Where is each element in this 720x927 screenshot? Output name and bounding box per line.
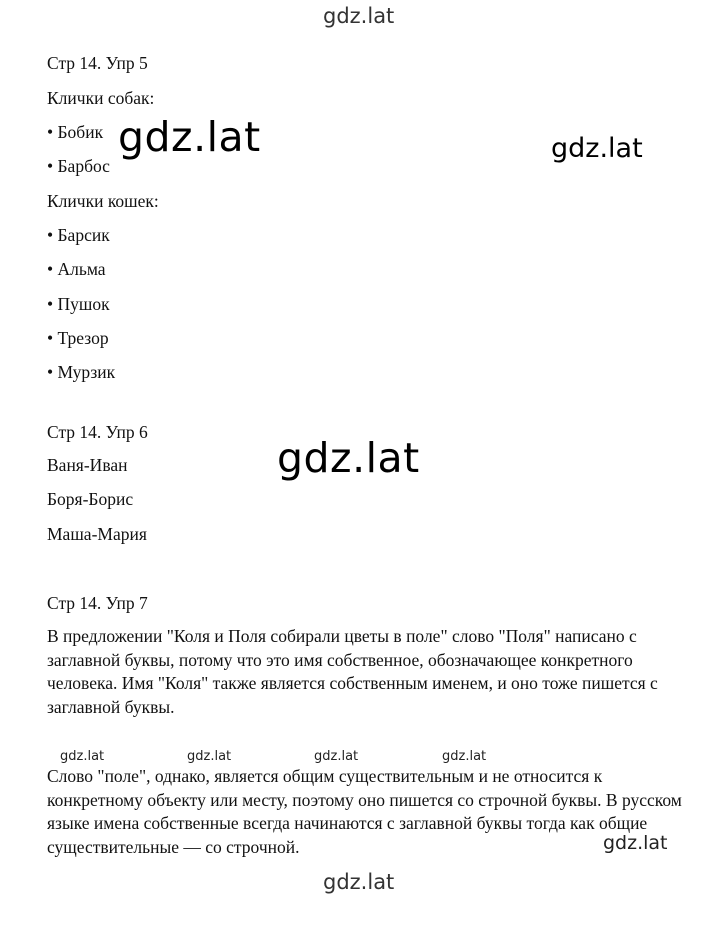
exercise6-heading: Стр 14. Упр 6: [47, 422, 148, 442]
watermark-right: gdz.lat: [551, 133, 643, 164]
watermark-bottom-right: gdz.lat: [603, 832, 668, 854]
cats-label: Клички кошек:: [47, 191, 159, 211]
exercise5-heading: Стр 14. Упр 5: [47, 53, 148, 73]
watermark-small-4: gdz.lat: [442, 749, 487, 764]
exercise7-heading: Стр 14. Упр 7: [47, 593, 148, 613]
cat-item: • Альма: [47, 259, 106, 279]
watermark-top: gdz.lat: [323, 4, 395, 28]
watermark-small-3: gdz.lat: [314, 749, 359, 764]
exercise7-paragraph-2: Слово "поле", однако, является общим существительным и не относится к конкретному объекту или месту, поэтому оно пишется со строчной буквы. В русском языке имена собственные всегда начинаются с заглавной буквы тогда как общие существительные — со строчной.: [47, 766, 682, 857]
cat-item: • Трезор: [47, 328, 109, 348]
watermark-large-2: gdz.lat: [277, 434, 420, 482]
cat-item: • Пушок: [47, 294, 110, 314]
watermark-bottom: gdz.lat: [323, 870, 395, 894]
name-pair: Ваня-Иван: [47, 455, 128, 475]
watermark-small-2: gdz.lat: [187, 749, 232, 764]
dogs-label: Клички собак:: [47, 88, 155, 108]
cat-item: • Мурзик: [47, 362, 116, 382]
dog-item: • Барбос: [47, 156, 110, 176]
name-pair: Маша-Мария: [47, 524, 147, 544]
watermark-large-1: gdz.lat: [118, 113, 261, 161]
cat-item: • Барсик: [47, 225, 110, 245]
exercise7-paragraph-1: В предложении "Коля и Поля собирали цветы в поле" слово "Поля" написано с заглавной буквы, потому что это имя собственное, обозначающее конкретного человека. Имя "Коля" также является собственным именем, и оно тоже пишется с заглавной буквы.: [47, 626, 658, 717]
name-pair: Боря-Борис: [47, 489, 134, 509]
dog-item: • Бобик: [47, 122, 104, 142]
watermark-small-1: gdz.lat: [60, 749, 105, 764]
